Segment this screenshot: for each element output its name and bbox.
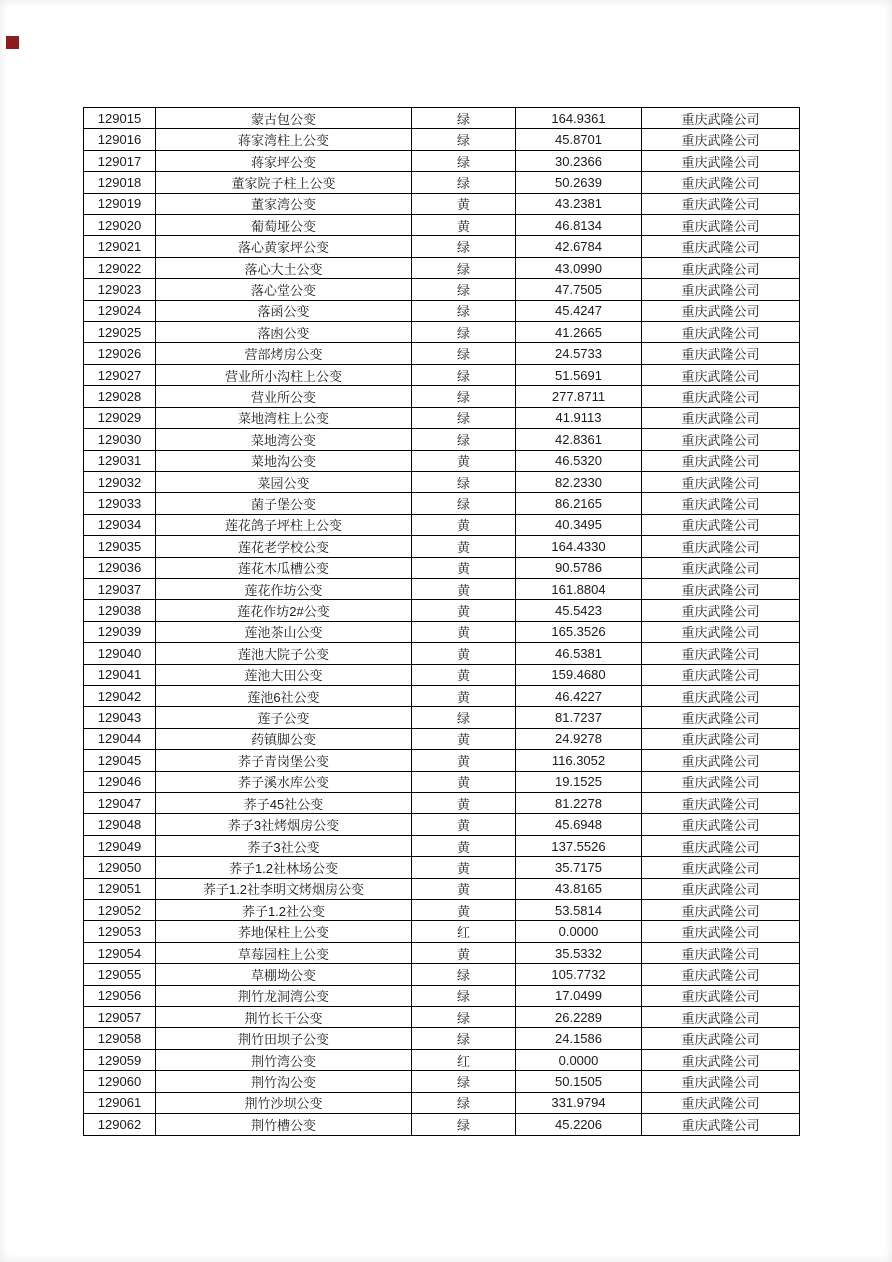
cell-company: 重庆武隆公司 — [642, 942, 800, 963]
cell-company: 重庆武隆公司 — [642, 215, 800, 236]
cell-station-id: 129029 — [84, 407, 156, 428]
cell-station-name: 蒋家坪公变 — [156, 150, 412, 171]
cell-load-value: 35.5332 — [516, 942, 642, 963]
cell-station-id: 129020 — [84, 215, 156, 236]
cell-company: 重庆武隆公司 — [642, 1028, 800, 1049]
cell-station-name: 营业所公变 — [156, 386, 412, 407]
cell-company: 重庆武隆公司 — [642, 236, 800, 257]
table-row — [84, 857, 800, 878]
cell-company: 重庆武隆公司 — [642, 1114, 800, 1136]
cell-station-id: 129023 — [84, 279, 156, 300]
cell-load-value: 41.2665 — [516, 322, 642, 343]
cell-station-id: 129019 — [84, 193, 156, 214]
table-row — [84, 150, 800, 171]
table-row — [84, 600, 800, 621]
cell-station-id: 129027 — [84, 364, 156, 385]
table-row — [84, 450, 800, 471]
cell-status-color: 红 — [412, 921, 516, 942]
cell-status-color: 黄 — [412, 514, 516, 535]
cell-station-name: 莲花作坊公变 — [156, 578, 412, 599]
cell-load-value: 24.9278 — [516, 728, 642, 749]
cell-status-color: 绿 — [412, 493, 516, 514]
cell-station-name: 荆竹沙坝公变 — [156, 1092, 412, 1113]
cell-station-name: 菜园公变 — [156, 471, 412, 492]
cell-status-color: 黄 — [412, 771, 516, 792]
table-row — [84, 407, 800, 428]
cell-station-name: 荆竹田坝子公变 — [156, 1028, 412, 1049]
table-row — [84, 429, 800, 450]
cell-station-name: 菜地沟公变 — [156, 450, 412, 471]
cell-station-name: 荆竹长干公变 — [156, 1007, 412, 1028]
cell-load-value: 50.2639 — [516, 172, 642, 193]
cell-station-name: 莲花鸽子坪柱上公变 — [156, 514, 412, 535]
cell-station-name: 荞地保柱上公变 — [156, 921, 412, 942]
cell-status-color: 绿 — [412, 300, 516, 321]
table-row — [84, 621, 800, 642]
table-row — [84, 1028, 800, 1049]
table-row — [84, 257, 800, 278]
table-row — [84, 942, 800, 963]
cell-status-color: 绿 — [412, 108, 516, 129]
cell-load-value: 331.9794 — [516, 1092, 642, 1113]
cell-company: 重庆武隆公司 — [642, 322, 800, 343]
cell-load-value: 26.2289 — [516, 1007, 642, 1028]
table-row — [84, 514, 800, 535]
table-row — [84, 364, 800, 385]
cell-company: 重庆武隆公司 — [642, 621, 800, 642]
cell-company: 重庆武隆公司 — [642, 600, 800, 621]
cell-status-color: 绿 — [412, 343, 516, 364]
cell-station-name: 落凼公变 — [156, 322, 412, 343]
cell-company: 重庆武隆公司 — [642, 728, 800, 749]
cell-status-color: 绿 — [412, 471, 516, 492]
table-row — [84, 728, 800, 749]
table-row — [84, 322, 800, 343]
cell-company: 重庆武隆公司 — [642, 685, 800, 706]
cell-station-name: 落心黄家坪公变 — [156, 236, 412, 257]
cell-company: 重庆武隆公司 — [642, 536, 800, 557]
cell-station-id: 129046 — [84, 771, 156, 792]
cell-load-value: 51.5691 — [516, 364, 642, 385]
cell-load-value: 19.1525 — [516, 771, 642, 792]
cell-company: 重庆武隆公司 — [642, 578, 800, 599]
cell-company: 重庆武隆公司 — [642, 835, 800, 856]
cell-load-value: 116.3052 — [516, 750, 642, 771]
cell-company: 重庆武隆公司 — [642, 129, 800, 150]
table-row — [84, 578, 800, 599]
cell-station-name: 莲池大院子公变 — [156, 643, 412, 664]
table-row — [84, 1114, 800, 1136]
cell-load-value: 277.8711 — [516, 386, 642, 407]
cell-load-value: 42.6784 — [516, 236, 642, 257]
cell-load-value: 0.0000 — [516, 921, 642, 942]
table-row — [84, 108, 800, 129]
cell-status-color: 绿 — [412, 1114, 516, 1136]
cell-station-id: 129056 — [84, 985, 156, 1006]
cell-load-value: 42.8361 — [516, 429, 642, 450]
cell-station-name: 莲池茶山公变 — [156, 621, 412, 642]
cell-company: 重庆武隆公司 — [642, 386, 800, 407]
cell-status-color: 绿 — [412, 257, 516, 278]
table-row — [84, 343, 800, 364]
cell-company: 重庆武隆公司 — [642, 857, 800, 878]
cell-load-value: 86.2165 — [516, 493, 642, 514]
cell-company: 重庆武隆公司 — [642, 1092, 800, 1113]
table-row — [84, 300, 800, 321]
cell-company: 重庆武隆公司 — [642, 514, 800, 535]
cell-status-color: 黄 — [412, 621, 516, 642]
table-row — [84, 643, 800, 664]
cell-station-name: 营部烤房公变 — [156, 343, 412, 364]
cell-load-value: 43.8165 — [516, 878, 642, 899]
cell-load-value: 24.1586 — [516, 1028, 642, 1049]
cell-station-id: 129016 — [84, 129, 156, 150]
cell-company: 重庆武隆公司 — [642, 985, 800, 1006]
cell-load-value: 47.7505 — [516, 279, 642, 300]
cell-load-value: 46.8134 — [516, 215, 642, 236]
cell-load-value: 82.2330 — [516, 471, 642, 492]
cell-station-name: 董家湾公变 — [156, 193, 412, 214]
table-row — [84, 707, 800, 728]
cell-load-value: 53.5814 — [516, 900, 642, 921]
cell-station-id: 129018 — [84, 172, 156, 193]
cell-station-id: 129047 — [84, 793, 156, 814]
cell-status-color: 黄 — [412, 536, 516, 557]
cell-status-color: 绿 — [412, 985, 516, 1006]
cell-load-value: 90.5786 — [516, 557, 642, 578]
table-body — [84, 108, 800, 1136]
cell-station-name: 药镇脚公变 — [156, 728, 412, 749]
cell-station-name: 荆竹槽公变 — [156, 1114, 412, 1136]
cell-status-color: 绿 — [412, 386, 516, 407]
cell-load-value: 164.4330 — [516, 536, 642, 557]
cell-status-color: 黄 — [412, 557, 516, 578]
transformer-station-table — [83, 107, 800, 1136]
cell-station-name: 蒙古包公变 — [156, 108, 412, 129]
cell-company: 重庆武隆公司 — [642, 1007, 800, 1028]
table-row — [84, 1092, 800, 1113]
cell-status-color: 黄 — [412, 685, 516, 706]
cell-load-value: 165.3526 — [516, 621, 642, 642]
cell-station-id: 129060 — [84, 1071, 156, 1092]
cell-company: 重庆武隆公司 — [642, 471, 800, 492]
cell-station-name: 莲花作坊2#公变 — [156, 600, 412, 621]
table-row — [84, 471, 800, 492]
cell-company: 重庆武隆公司 — [642, 771, 800, 792]
cell-load-value: 45.8701 — [516, 129, 642, 150]
cell-load-value: 46.4227 — [516, 685, 642, 706]
cell-station-id: 129032 — [84, 471, 156, 492]
table-row — [84, 236, 800, 257]
cell-status-color: 黄 — [412, 578, 516, 599]
cell-company: 重庆武隆公司 — [642, 964, 800, 985]
table-row — [84, 129, 800, 150]
cell-station-id: 129052 — [84, 900, 156, 921]
cell-load-value: 159.4680 — [516, 664, 642, 685]
cell-station-name: 莲子公变 — [156, 707, 412, 728]
cell-status-color: 绿 — [412, 236, 516, 257]
cell-company: 重庆武隆公司 — [642, 664, 800, 685]
cell-station-id: 129024 — [84, 300, 156, 321]
cell-load-value: 81.2278 — [516, 793, 642, 814]
cell-status-color: 黄 — [412, 900, 516, 921]
cell-status-color: 绿 — [412, 1092, 516, 1113]
cell-station-name: 荞子3社公变 — [156, 835, 412, 856]
cell-station-id: 129057 — [84, 1007, 156, 1028]
table-row — [84, 985, 800, 1006]
table-row — [84, 793, 800, 814]
cell-company: 重庆武隆公司 — [642, 493, 800, 514]
cell-status-color: 绿 — [412, 150, 516, 171]
table-row — [84, 193, 800, 214]
cell-company: 重庆武隆公司 — [642, 257, 800, 278]
cell-station-name: 荞子3社烤烟房公变 — [156, 814, 412, 835]
cell-company: 重庆武隆公司 — [642, 429, 800, 450]
cell-company: 重庆武隆公司 — [642, 814, 800, 835]
cell-status-color: 绿 — [412, 429, 516, 450]
cell-company: 重庆武隆公司 — [642, 878, 800, 899]
cell-station-name: 董家院子柱上公变 — [156, 172, 412, 193]
cell-station-id: 129053 — [84, 921, 156, 942]
table-row — [84, 900, 800, 921]
cell-status-color: 绿 — [412, 707, 516, 728]
cell-load-value: 40.3495 — [516, 514, 642, 535]
cell-company: 重庆武隆公司 — [642, 643, 800, 664]
cell-load-value: 45.4247 — [516, 300, 642, 321]
cell-company: 重庆武隆公司 — [642, 150, 800, 171]
red-corner-marker — [6, 36, 19, 49]
cell-status-color: 黄 — [412, 814, 516, 835]
table-row — [84, 1049, 800, 1070]
cell-station-name: 莲花木瓜槽公变 — [156, 557, 412, 578]
cell-station-id: 129035 — [84, 536, 156, 557]
table-row — [84, 536, 800, 557]
cell-status-color: 绿 — [412, 364, 516, 385]
cell-load-value: 45.2206 — [516, 1114, 642, 1136]
cell-company: 重庆武隆公司 — [642, 172, 800, 193]
cell-status-color: 黄 — [412, 857, 516, 878]
cell-station-id: 129061 — [84, 1092, 156, 1113]
cell-load-value: 17.0499 — [516, 985, 642, 1006]
cell-status-color: 黄 — [412, 750, 516, 771]
table-row — [84, 835, 800, 856]
cell-status-color: 黄 — [412, 728, 516, 749]
cell-station-id: 129025 — [84, 322, 156, 343]
cell-load-value: 164.9361 — [516, 108, 642, 129]
cell-station-id: 129026 — [84, 343, 156, 364]
cell-station-id: 129045 — [84, 750, 156, 771]
cell-station-id: 129048 — [84, 814, 156, 835]
cell-company: 重庆武隆公司 — [642, 900, 800, 921]
cell-status-color: 绿 — [412, 129, 516, 150]
cell-station-id: 129028 — [84, 386, 156, 407]
table-row — [84, 964, 800, 985]
cell-load-value: 41.9113 — [516, 407, 642, 428]
cell-load-value: 81.7237 — [516, 707, 642, 728]
cell-station-id: 129059 — [84, 1049, 156, 1070]
cell-station-name: 荆竹沟公变 — [156, 1071, 412, 1092]
cell-station-id: 129039 — [84, 621, 156, 642]
cell-load-value: 24.5733 — [516, 343, 642, 364]
cell-station-id: 129049 — [84, 835, 156, 856]
cell-station-name: 莲池大田公变 — [156, 664, 412, 685]
cell-company: 重庆武隆公司 — [642, 193, 800, 214]
cell-station-name: 荆竹龙洞湾公变 — [156, 985, 412, 1006]
cell-station-name: 荞子溪水库公变 — [156, 771, 412, 792]
cell-station-name: 荆竹湾公变 — [156, 1049, 412, 1070]
cell-load-value: 0.0000 — [516, 1049, 642, 1070]
cell-station-name: 莲花老学校公变 — [156, 536, 412, 557]
table-row — [84, 215, 800, 236]
cell-status-color: 绿 — [412, 322, 516, 343]
cell-company: 重庆武隆公司 — [642, 279, 800, 300]
cell-company: 重庆武隆公司 — [642, 108, 800, 129]
cell-company: 重庆武隆公司 — [642, 750, 800, 771]
cell-load-value: 46.5320 — [516, 450, 642, 471]
cell-station-name: 落函公变 — [156, 300, 412, 321]
cell-station-name: 荞子1.2社公变 — [156, 900, 412, 921]
cell-company: 重庆武隆公司 — [642, 300, 800, 321]
cell-status-color: 黄 — [412, 835, 516, 856]
cell-station-id: 129040 — [84, 643, 156, 664]
cell-station-name: 营业所小沟柱上公变 — [156, 364, 412, 385]
cell-status-color: 黄 — [412, 643, 516, 664]
cell-status-color: 绿 — [412, 407, 516, 428]
cell-station-name: 菜地湾公变 — [156, 429, 412, 450]
cell-status-color: 绿 — [412, 1007, 516, 1028]
cell-load-value: 137.5526 — [516, 835, 642, 856]
cell-station-name: 落心大土公变 — [156, 257, 412, 278]
cell-company: 重庆武隆公司 — [642, 407, 800, 428]
cell-company: 重庆武隆公司 — [642, 1049, 800, 1070]
cell-station-id: 129062 — [84, 1114, 156, 1136]
cell-station-id: 129038 — [84, 600, 156, 621]
cell-status-color: 黄 — [412, 193, 516, 214]
cell-company: 重庆武隆公司 — [642, 921, 800, 942]
cell-status-color: 黄 — [412, 664, 516, 685]
cell-load-value: 45.5423 — [516, 600, 642, 621]
cell-status-color: 绿 — [412, 279, 516, 300]
cell-load-value: 43.0990 — [516, 257, 642, 278]
cell-station-name: 葡萄垭公变 — [156, 215, 412, 236]
cell-status-color: 绿 — [412, 1071, 516, 1092]
cell-status-color: 黄 — [412, 878, 516, 899]
table-row — [84, 1071, 800, 1092]
cell-station-name: 蒋家湾柱上公变 — [156, 129, 412, 150]
table-row — [84, 685, 800, 706]
cell-station-id: 129036 — [84, 557, 156, 578]
cell-status-color: 黄 — [412, 793, 516, 814]
cell-station-id: 129030 — [84, 429, 156, 450]
table-row — [84, 557, 800, 578]
table-row — [84, 279, 800, 300]
cell-load-value: 45.6948 — [516, 814, 642, 835]
table-row — [84, 172, 800, 193]
table-row — [84, 814, 800, 835]
cell-company: 重庆武隆公司 — [642, 557, 800, 578]
cell-station-id: 129015 — [84, 108, 156, 129]
cell-station-id: 129044 — [84, 728, 156, 749]
cell-status-color: 黄 — [412, 942, 516, 963]
cell-station-name: 菌子堡公变 — [156, 493, 412, 514]
table-row — [84, 386, 800, 407]
cell-station-id: 129054 — [84, 942, 156, 963]
cell-station-id: 129034 — [84, 514, 156, 535]
cell-station-name: 荞子45社公变 — [156, 793, 412, 814]
table-row — [84, 664, 800, 685]
cell-load-value: 161.8804 — [516, 578, 642, 599]
cell-load-value: 30.2366 — [516, 150, 642, 171]
cell-station-id: 129033 — [84, 493, 156, 514]
cell-station-id: 129051 — [84, 878, 156, 899]
cell-station-id: 129043 — [84, 707, 156, 728]
cell-station-id: 129017 — [84, 150, 156, 171]
cell-load-value: 105.7732 — [516, 964, 642, 985]
cell-station-id: 129037 — [84, 578, 156, 599]
cell-station-id: 129055 — [84, 964, 156, 985]
cell-station-name: 草棚坳公变 — [156, 964, 412, 985]
cell-status-color: 绿 — [412, 1028, 516, 1049]
cell-company: 重庆武隆公司 — [642, 364, 800, 385]
cell-company: 重庆武隆公司 — [642, 450, 800, 471]
table-row — [84, 1007, 800, 1028]
cell-station-id: 129042 — [84, 685, 156, 706]
cell-station-id: 129050 — [84, 857, 156, 878]
cell-station-id: 129041 — [84, 664, 156, 685]
cell-status-color: 绿 — [412, 172, 516, 193]
cell-company: 重庆武隆公司 — [642, 707, 800, 728]
table-row — [84, 771, 800, 792]
cell-station-name: 荞子1.2社李明文烤烟房公变 — [156, 878, 412, 899]
cell-status-color: 黄 — [412, 600, 516, 621]
cell-status-color: 黄 — [412, 215, 516, 236]
cell-load-value: 35.7175 — [516, 857, 642, 878]
cell-station-name: 荞子青岗堡公变 — [156, 750, 412, 771]
cell-load-value: 43.2381 — [516, 193, 642, 214]
cell-company: 重庆武隆公司 — [642, 793, 800, 814]
cell-station-name: 草莓园柱上公变 — [156, 942, 412, 963]
cell-station-id: 129058 — [84, 1028, 156, 1049]
table-row — [84, 921, 800, 942]
cell-status-color: 红 — [412, 1049, 516, 1070]
cell-station-id: 129021 — [84, 236, 156, 257]
cell-status-color: 黄 — [412, 450, 516, 471]
table-row — [84, 878, 800, 899]
cell-company: 重庆武隆公司 — [642, 1071, 800, 1092]
cell-station-id: 129022 — [84, 257, 156, 278]
table-row — [84, 750, 800, 771]
cell-company: 重庆武隆公司 — [642, 343, 800, 364]
cell-status-color: 绿 — [412, 964, 516, 985]
cell-station-name: 莲池6社公变 — [156, 685, 412, 706]
cell-load-value: 50.1505 — [516, 1071, 642, 1092]
cell-station-name: 落心堂公变 — [156, 279, 412, 300]
cell-station-name: 菜地湾柱上公变 — [156, 407, 412, 428]
cell-station-name: 荞子1.2社林场公变 — [156, 857, 412, 878]
cell-station-id: 129031 — [84, 450, 156, 471]
table-row — [84, 493, 800, 514]
cell-load-value: 46.5381 — [516, 643, 642, 664]
